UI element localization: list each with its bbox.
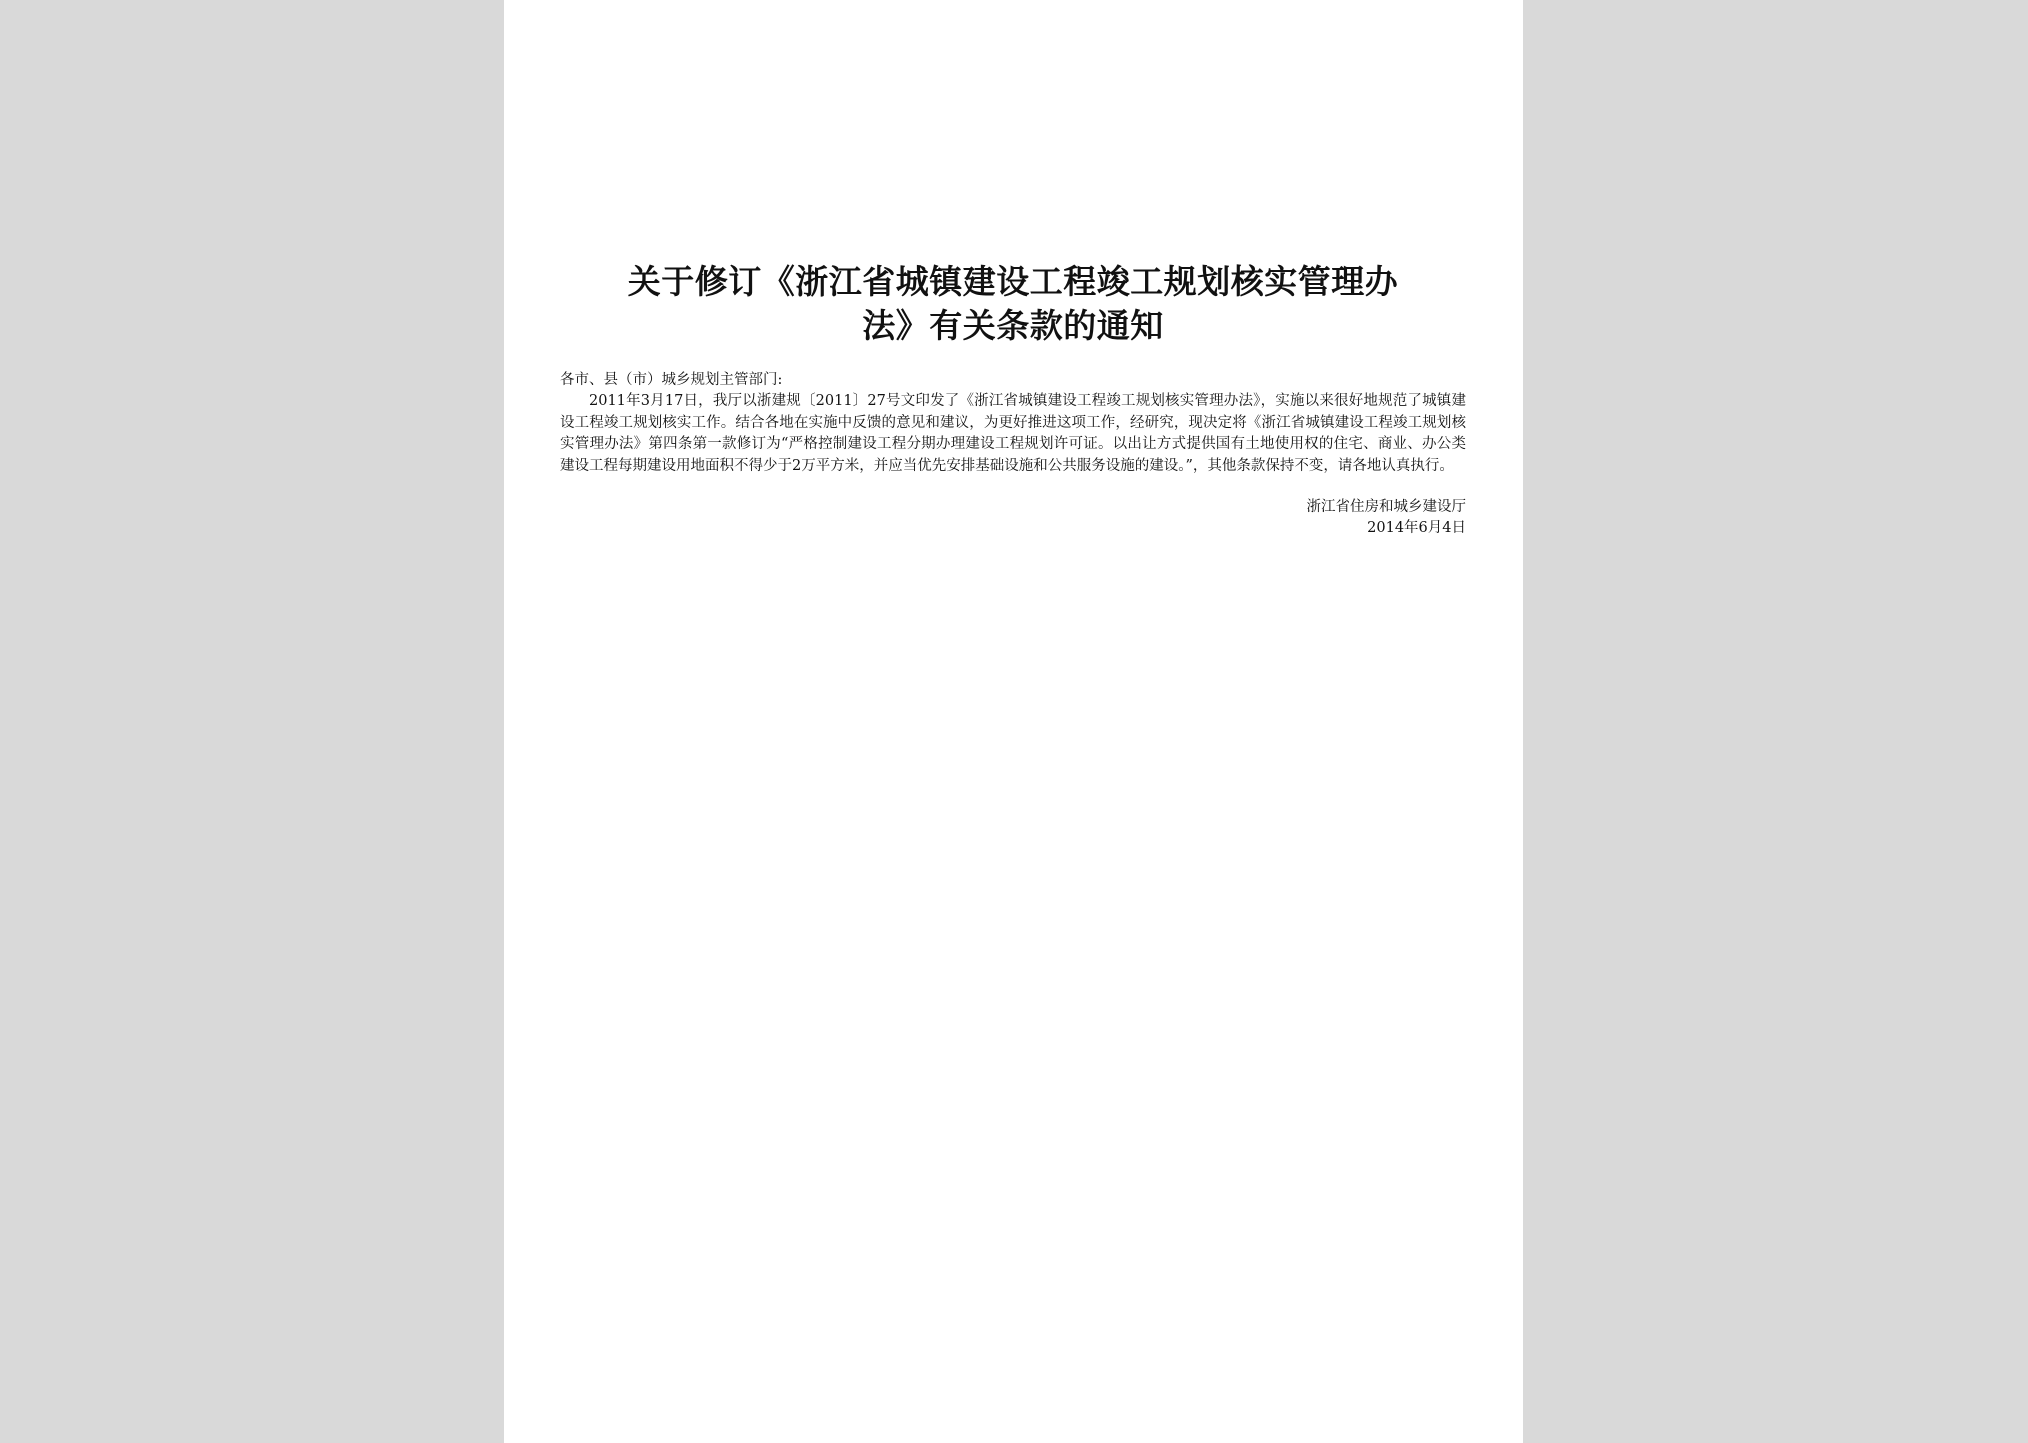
title-line-2: 法》有关条款的通知 xyxy=(862,306,1164,345)
addressee: 各市、县（市）城乡规划主管部门: xyxy=(560,372,783,388)
document-page xyxy=(504,0,1523,1443)
signature-block xyxy=(560,497,1466,539)
document-content xyxy=(560,260,1466,539)
body-paragraph: 2011年3月17日，我厅以浙建规〔2011〕27号文印发了《浙江省城镇建设工程竣工规划核实管理办法》，实施以来很好地规范了城镇建设工程竣工规划核实工作。结合各地在实施中反馈的意见和建议，为更好推进这项工作，经研究，现决定将《浙江省城镇建设工程竣工规划核实管理办法》第四条第一款修订为“严格控制建设工程分期办理建设工程规划许可证。以出让方式提供国有土地使用权的住宅、商业、办公类建设工程每期建设用地面积不得少于2万平方米，并应当优先安排基础设施和公共服务设施的建设。”，其他条款保持不变，请各地认真执行。 xyxy=(560,393,1466,474)
document-title xyxy=(560,260,1466,348)
issuer: 浙江省住房和城乡建设厅 xyxy=(1306,499,1466,515)
issue-date: 2014年6月4日 xyxy=(1367,520,1466,536)
title-line-1: 关于修订《浙江省城镇建设工程竣工规划核实管理办 xyxy=(627,262,1399,301)
